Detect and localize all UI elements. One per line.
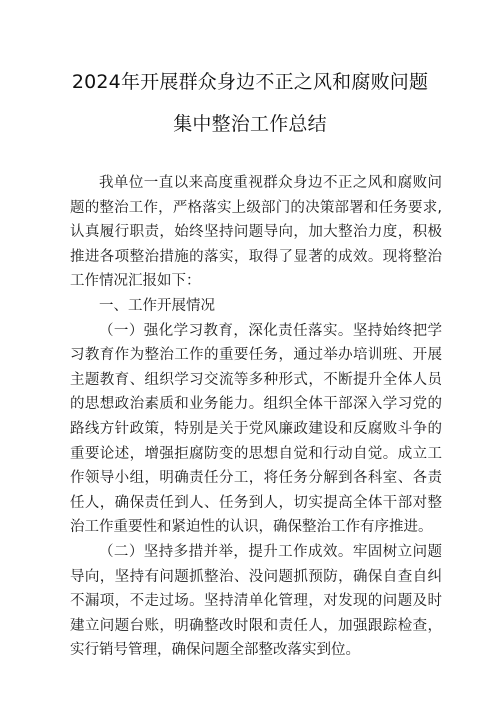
intro-paragraph: 我单位一直以来高度重视群众身边不正之风和腐败问题的整治工作，严格落实上级部门的决策部署和任务要求,认真履行职责，始终坚持问题导向，加大整治力度，积极推进各项整治措施的落实，取得了显著的成效。现将整治工作情况汇报如下： bbox=[70, 175, 442, 290]
section-heading: 一、工作开展情况 bbox=[99, 297, 215, 314]
document-body bbox=[70, 171, 442, 663]
subsection-paragraph-1: （一）强化学习教育，深化责任落实。坚持始终把学习教育作为整治工作的重要任务，通过举办培训班、开展主题教育、组织学习交流等多种形式，不断提升全体人员的思想政治素质和业务能力。组织全体干部深入学习党的路线方针政策，特别是关于党风廉政建设和反腐败斗争的重要论述，增强拒腐防变的思想自觉和行动自觉。成立工作领导小组，明确责任分工，将任务分解到各科室、各责任人，确保责任到人、任务到人，切实提高全体干部对整治工作重要性和紧迫性的认识，确保整治工作有序推进。 bbox=[70, 322, 442, 536]
document-title-line-2: 集中整治工作总结 bbox=[173, 113, 327, 135]
subsection-paragraph-2: （二）坚持多措并举，提升工作成效。牢固树立问题导向，坚持有问题抓整治、没问题抓预防，确保自查自纠不漏项，不走过场。坚持清单化管理，对发现的问题及时建立问题台账，明确整改时限和责任人，加强跟踪检查，实行销号管理，确保问题全部整改落实到位。 bbox=[70, 543, 442, 659]
document-title-line-1: 2024年开展群众身边不正之风和腐败问题 bbox=[71, 71, 429, 93]
